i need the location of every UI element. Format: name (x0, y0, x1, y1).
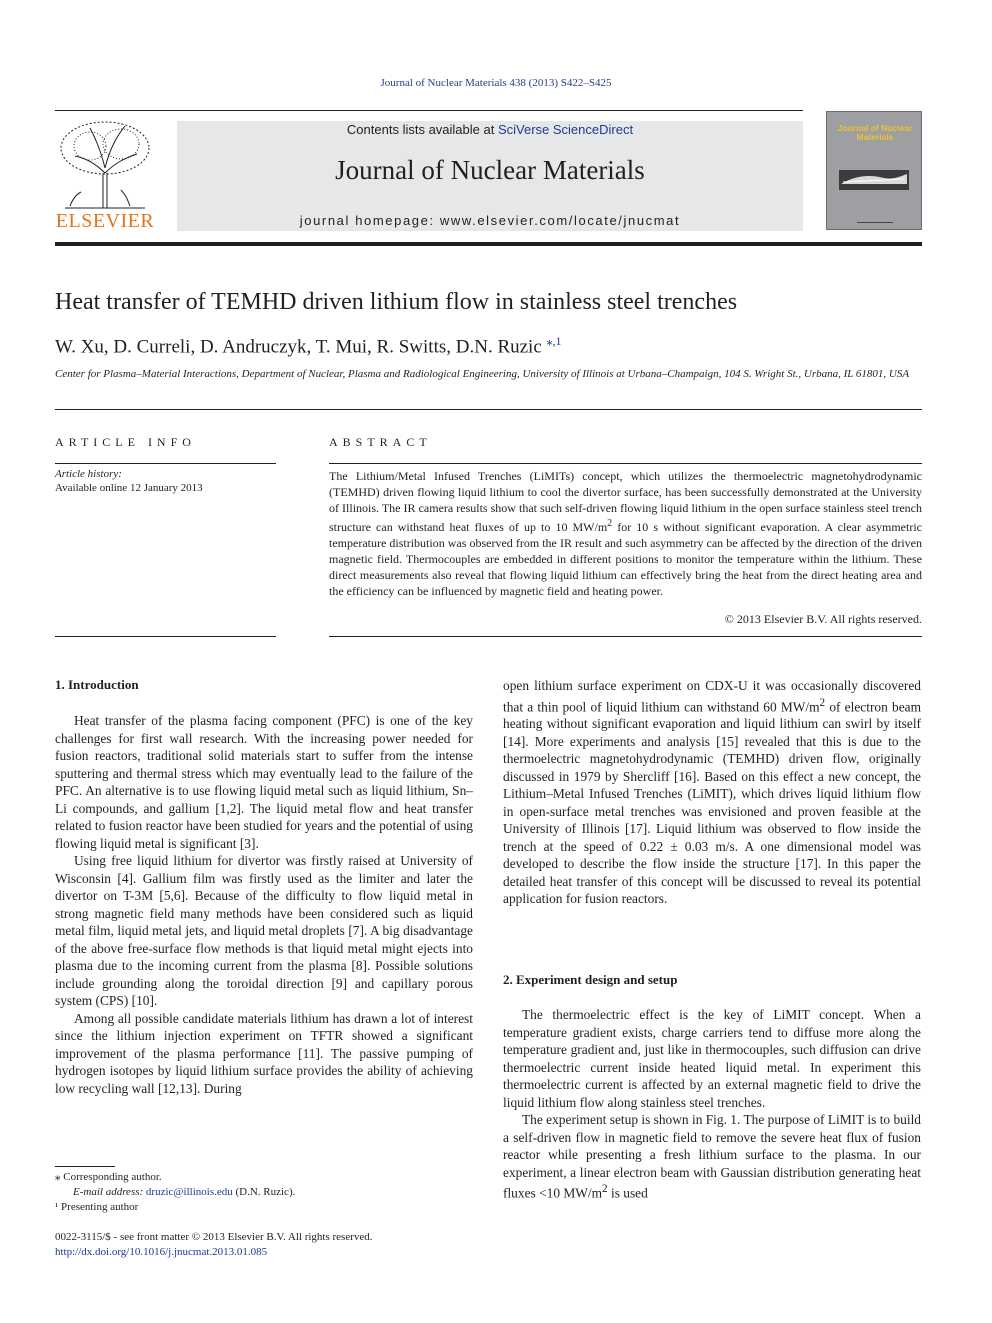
experiment-p2-part-a: The experiment setup is shown in Fig. 1. The purpose of LiMIT is to build a self-driven flow in magnetic field to remove the severe heat flux of fusion reactor while presenting a fresh lithium surface to the plasma. In our experiment, a linear electron beam with Gaussian distribution generating heat fluxes <10 MW/m (503, 1112, 921, 1201)
header-rule (55, 110, 803, 111)
header-thick-rule (55, 242, 922, 246)
footnote-email (55, 1185, 475, 1200)
affiliation-rule (55, 409, 922, 410)
column-left (55, 712, 473, 1097)
affiliation: Center for Plasma–Material Interactions, Department of Nuclear, Plasma and Radiological Engineering, University of Illinois at Urbana–Champaign, 104 S. Wright St., Urbana, IL 61801, USA (55, 368, 910, 380)
elsevier-wordmark: ELSEVIER (55, 210, 155, 232)
contents-line (177, 122, 803, 137)
author-marks[interactable]: ⁎,1 (546, 334, 562, 348)
article-info-bottom-rule (55, 636, 276, 637)
intro-cont-sup: 2 (819, 696, 826, 709)
intro-continuation (503, 677, 921, 908)
article-history-value: Available online 12 January 2013 (55, 482, 203, 494)
footnotes (55, 1170, 475, 1215)
section-heading-experiment: 2. Experiment design and setup (503, 972, 678, 987)
intro-paragraph-2: Using free liquid lithium for divertor was firstly raised at University of Wisconsin [4]. Gallium film was firstly used as the limiter and later the divertor on T-3M [5,6]. Because of the difficulty to flow liquid metal in strong magnetic field many methods have been considered such as liquid metal film, liquid metal jets, and liquid metal droplets [7]. A big disadvantage of the above free-surface flow methods is that liquid metal might ejects into plasma due to the incoming current from the plasma [8]. Possible solutions include grounding along the toroidal direction [9] and capillary porous system (CPS) [10]. (55, 853, 473, 1008)
abstract-rule (329, 463, 922, 464)
doi-link[interactable]: http://dx.doi.org/10.1016/j.jnucmat.2013.01.085 (55, 1246, 268, 1258)
experiment-p2-part-b: is used (607, 1185, 648, 1201)
sciencedirect-link[interactable]: SciVerse ScienceDirect (497, 122, 634, 137)
experiment-p2-sup: 2 (602, 1183, 608, 1195)
experiment-paragraph-1: The thermoelectric effect is the key of LiMIT concept. When a temperature gradient exists, charge carriers tend to diffuse more along the temperature gradient and, just like in thermocouples, such diffusion can drive thermoelectric current inside heated liquid metal. In experiment this thermoelectric current is affected by an external magnetic field to drive the liquid lithium flow along stainless steel trenches. (503, 1007, 921, 1110)
intro-paragraph-3: Among all possible candidate materials lithium has drawn a lot of interest since the lithium injection experiment on TFTR showed a significant improvement of the plasma performance [11]. The passive pumping of hydrogen isotopes by liquid lithium surface provides the ability of achieving low recycling wall [12,13]. During (55, 1010, 473, 1096)
intro-cont-part-a: open lithium surface experiment on CDX-U it was occasionally discovered that a thin pool of liquid lithium can withstand 60 MW/m (503, 678, 921, 714)
email-link[interactable]: druzic@illinois.edu (145, 1186, 233, 1198)
article-title: Heat transfer of TEMHD driven lithium flow in stainless steel trenches (55, 289, 738, 315)
journal-title: Journal of Nuclear Materials (335, 155, 645, 185)
elsevier-logo (55, 118, 155, 233)
footnote-rule (55, 1166, 115, 1167)
column-right-bottom (503, 1006, 921, 1202)
footnote-presenting: ¹ Presenting author (55, 1201, 139, 1213)
abstract-heading: ABSTRACT (329, 435, 432, 449)
email-name: (D.N. Ruzic). (232, 1186, 296, 1198)
section-heading-introduction: 1. Introduction (55, 677, 139, 692)
cover-title: Journal of Nuclear Materials (837, 123, 913, 142)
issn-line: 0022-3115/$ - see front matter © 2013 Elsevier B.V. All rights reserved. (55, 1231, 373, 1243)
cover-footer-line (857, 222, 893, 223)
contents-prefix: Contents lists available at (346, 122, 498, 137)
intro-cont-part-b: of electron beam heating without significant evaporation and liquid lithium can swirl by itself [14]. More experiments and analysis [15] revealed that this is due to the thermoelectric magnetohydrodynamic (TEMHD) driven flow, originally discussed in 1979 by Shercliff [16]. Based on this effect a new concept, the Lithium–Metal Infused Trenches (LiMIT), which drives liquid lithium flow in open-surface metal trenches was envisioned and proven feasible at the University of Illinois [17]. Liquid lithium was observed to flow inside the trench at the speed of 0.22 ± 0.03 m/s. A one dimensional model was developed to describe the flow inside the structure [17]. In this paper the detailed heat transfer of this concept will be discussed to reveal its potential application for fusion reactors. (503, 698, 921, 907)
cover-image-icon (839, 170, 909, 190)
article-info-heading: ARTICLE INFO (55, 435, 196, 449)
elsevier-tree-icon (55, 118, 155, 210)
abstract-part-2: for 10 s without significant evaporation. A clear asymmetric temperature distribution was observed from the IR result and such asymmetry can be affected by the direction of the driven magnetic field. Thermocouples are embedded in different positions to monitor the temperature within the lithium. These direct measurements also reveal that flowing liquid lithium can effectively bring the heat from the direct heating area and the efficiency can be influenced by magnetic field and heating power. (329, 520, 922, 598)
authors-text: W. Xu, D. Curreli, D. Andruczyk, T. Mui, R. Switts, D.N. Ruzic (55, 336, 542, 358)
abstract-bottom-rule (329, 636, 922, 637)
article-history-label: Article history: (55, 468, 122, 480)
column-right-top (503, 677, 921, 908)
abstract-sup: 2 (607, 518, 613, 529)
journal-cover-thumbnail[interactable] (826, 111, 922, 230)
abstract-copyright: © 2013 Elsevier B.V. All rights reserved. (724, 612, 922, 626)
abstract-text (329, 468, 922, 599)
journal-reference[interactable]: Journal of Nuclear Materials 438 (2013) S422–S425 (380, 77, 612, 89)
author-list (55, 334, 562, 358)
article-info-rule (55, 463, 276, 464)
homepage-url[interactable]: www.elsevier.com/locate/jnucmat (439, 213, 681, 228)
abstract-part-1: The Lithium/Metal Infused Trenches (LiMITs) concept, which utilizes the thermoelectric magnetohydrodynamic (TEMHD) driven flowing liquid lithium to cool the divertor surface, has been successfully demonstrated at the University of Illinois. The IR camera results show that such self-driven flowing liquid lithium in the open surface stainless steel trench structure can withstand heat fluxes of up to 10 MW/m (329, 469, 922, 534)
footnote-corresponding: ⁎ Corresponding author. (55, 1171, 162, 1183)
front-matter (55, 1230, 373, 1260)
journal-homepage (177, 213, 803, 228)
experiment-paragraph-2 (503, 1111, 921, 1202)
homepage-prefix: journal homepage: (299, 213, 440, 228)
intro-paragraph-1: Heat transfer of the plasma facing component (PFC) is one of the key challenges for first wall research. With the increasing power needed for fusion reactors, traditional solid materials start to suffer from the intense sputtering and thermal stress which may eventually lead to the failure of the PFC. An alternative is to use flowing liquid metal such as liquid lithium, Sn–Li compounds, and gallium [1,2]. The liquid metal flow and heat transfer related to fusion reactor have been studied for years and the potential of using flowing liquid metal is significant [3]. (55, 713, 473, 851)
email-label: E-mail address: (73, 1186, 146, 1198)
